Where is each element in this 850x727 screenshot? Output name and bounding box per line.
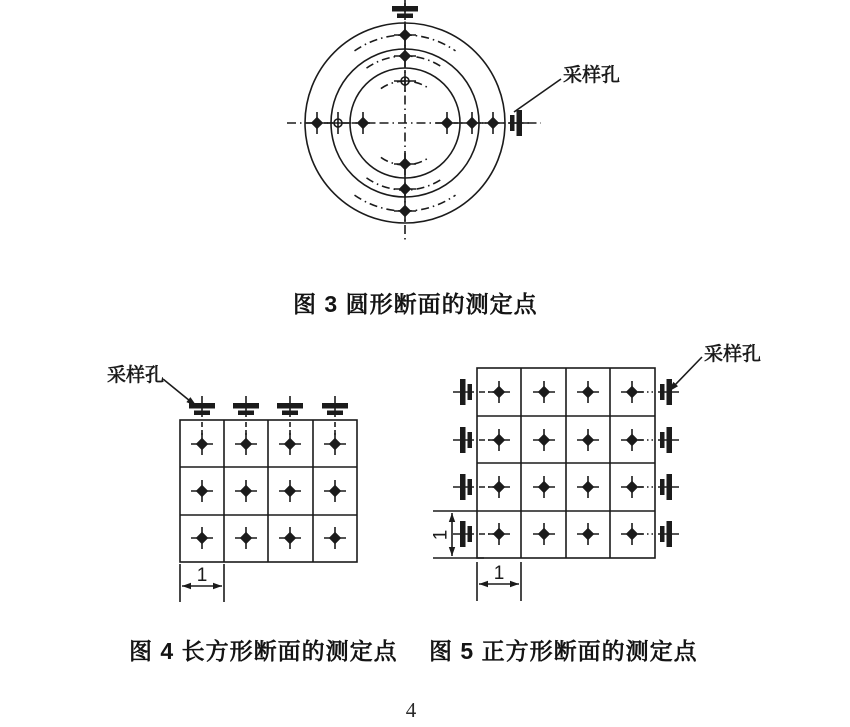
dimension-label: 1 (493, 563, 505, 584)
sampling-hole-label: 采样孔 (563, 65, 621, 86)
measurement-point (621, 429, 643, 451)
figure-4-rectangular-section-diagram (107, 363, 357, 602)
measurement-point (327, 112, 349, 134)
measurement-point (533, 429, 555, 451)
measurement-point (279, 433, 301, 455)
measurement-point (394, 24, 416, 46)
sampling-port-symbol (658, 379, 679, 405)
measurement-point (488, 429, 510, 451)
measurement-point (324, 480, 346, 502)
sampling-hole-label: 采样孔 (704, 344, 762, 365)
measurement-point (577, 523, 599, 545)
dimension-arrow (510, 581, 519, 587)
measurement-point (461, 112, 483, 134)
dimension-arrow (449, 513, 455, 522)
measurement-point (394, 200, 416, 222)
measurement-point (394, 153, 416, 175)
page-number: 4 (405, 698, 417, 722)
leader-line (514, 79, 561, 112)
measurement-point (577, 476, 599, 498)
measurement-point (621, 476, 643, 498)
sampling-port-symbol (658, 474, 679, 500)
sampling-port-symbol (233, 396, 259, 417)
measurement-point (306, 112, 328, 134)
sampling-port-symbol (658, 427, 679, 453)
measurement-point (577, 429, 599, 451)
figure-5-caption: 图 5 正方形断面的测定点 (429, 638, 698, 664)
measurement-point (482, 112, 504, 134)
sampling-port-symbol (508, 110, 529, 136)
measurement-point (621, 523, 643, 545)
measurement-point (324, 527, 346, 549)
dimension-label: 1 (196, 565, 208, 586)
sampling-port-symbol (392, 0, 418, 20)
measurement-point (235, 527, 257, 549)
measurement-point (577, 381, 599, 403)
measurement-point (488, 381, 510, 403)
dimension-arrow (213, 583, 222, 589)
measurement-point (533, 476, 555, 498)
measurement-point (191, 480, 213, 502)
measurement-point (621, 381, 643, 403)
measurement-point (235, 433, 257, 455)
sampling-hole-label: 采样孔 (107, 365, 165, 386)
sampling-port-symbol (453, 427, 474, 453)
figure-3-circular-section-diagram (287, 0, 620, 243)
leader-line (674, 357, 702, 386)
sampling-port-symbol (277, 396, 303, 417)
dimension-arrow (182, 583, 191, 589)
measurement-point (488, 476, 510, 498)
figure-5-square-section-diagram (431, 342, 761, 601)
measurement-point (394, 45, 416, 67)
sampling-port-symbol (453, 474, 474, 500)
leader-line (163, 379, 190, 401)
sampling-port-symbol (453, 521, 474, 547)
measurement-point (394, 70, 416, 92)
sampling-port-symbol (453, 379, 474, 405)
measurement-point (324, 433, 346, 455)
measurement-point (352, 112, 374, 134)
measurement-point (235, 480, 257, 502)
measurement-point (191, 527, 213, 549)
figure-4-caption: 图 4 长方形断面的测定点 (129, 638, 398, 664)
sampling-port-symbol (658, 521, 679, 547)
measurement-point (533, 381, 555, 403)
dimension-label: 1 (430, 529, 452, 541)
dimension-arrow (479, 581, 488, 587)
sampling-port-symbol (322, 396, 348, 417)
measurement-point (279, 480, 301, 502)
measurement-point (436, 112, 458, 134)
sampling-port-symbol (189, 396, 215, 417)
measurement-point (533, 523, 555, 545)
measurement-point (488, 523, 510, 545)
measurement-point (279, 527, 301, 549)
measurement-point (191, 433, 213, 455)
figure-3-caption: 图 3 圆形断面的测定点 (293, 291, 538, 317)
dimension-arrow (449, 547, 455, 556)
